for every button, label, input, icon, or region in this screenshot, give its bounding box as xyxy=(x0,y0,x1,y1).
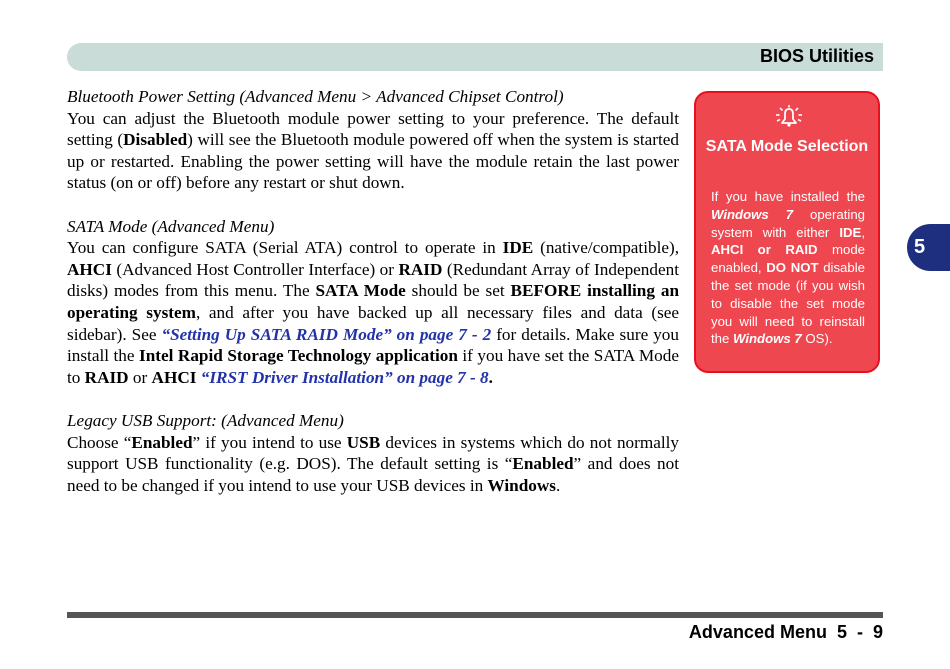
section-sata-mode xyxy=(67,216,679,389)
text: mode enabled, xyxy=(711,242,865,276)
section-body xyxy=(67,108,679,194)
bold-text: DO NOT xyxy=(766,260,819,276)
page-footer xyxy=(689,621,883,643)
section-body xyxy=(67,237,679,388)
bold-text: Windows xyxy=(487,475,556,495)
text: (native/compatible), xyxy=(533,238,679,258)
bold-text: Enabled xyxy=(131,432,193,452)
section-legacy-usb xyxy=(67,410,679,496)
bold-text: RAID xyxy=(398,259,443,279)
bold-text: IDE xyxy=(839,224,862,240)
text: operating system with either xyxy=(711,206,865,240)
page-header-title: BIOS Utilities xyxy=(759,46,874,66)
sidebar-title: SATA Mode Selection xyxy=(705,138,869,155)
bold-text: SATA Mode xyxy=(315,281,406,301)
cross-reference-link[interactable]: “Setting Up SATA RAID Mode” on page 7 - 2 xyxy=(161,324,492,344)
text: disable the set mode (if you wish to disable the set mode you will need to reinstall the xyxy=(711,260,865,347)
chapter-tab[interactable]: 5 xyxy=(907,224,950,271)
page-number: 5 - 9 xyxy=(836,622,883,642)
text: . xyxy=(488,367,493,387)
cross-reference-link[interactable]: “IRST Driver Installation” on page 7 - 8 xyxy=(200,367,489,387)
sidebar-text xyxy=(711,188,865,348)
footer-section-title: Advanced Menu xyxy=(688,622,827,642)
text: ) will see the Bluetooth module powered off when the system is started up or restarted. Enabling the power setting will have the module retain the last power status (on or off) before any restart or shut down. xyxy=(67,130,679,193)
text: You can adjust the Bluetooth module power setting to your preference. The default setting ( xyxy=(67,108,679,150)
bold-text: BEFORE installing an operating system xyxy=(67,281,679,322)
sidebar-note xyxy=(694,91,880,373)
text: (Advanced Host Controller Interface) or xyxy=(111,259,399,279)
bold-text: Enabled xyxy=(512,454,574,474)
bold-italic-text: Windows 7 xyxy=(711,206,794,222)
text: You can configure SATA (Serial ATA) control to operate in xyxy=(67,238,503,258)
text: Choose “ xyxy=(67,432,132,452)
bold-text: IDE xyxy=(502,238,534,258)
section-title: Bluetooth Power Setting (Advanced Menu > Advanced Chipset Control) xyxy=(67,87,564,106)
bold-text: USB xyxy=(346,432,381,452)
section-body xyxy=(67,432,679,497)
section-title: Legacy USB Support: (Advanced Menu) xyxy=(67,410,344,430)
bold-text: Intel Rapid Storage Technology application xyxy=(139,346,458,366)
text: devices in systems which do not normally support USB functionality (e.g. DOS). The default setting is “ xyxy=(67,432,679,474)
footer-bar xyxy=(67,612,883,618)
warning-bell-icon xyxy=(775,104,803,128)
bold-text: RAID xyxy=(84,367,129,387)
text: , and after you have backed up all necessary files and data (see sidebar). See xyxy=(67,302,680,344)
text: or xyxy=(128,367,152,387)
bold-text: AHCI xyxy=(67,259,112,279)
text: . xyxy=(556,475,561,495)
bold-text: AHCI or RAID xyxy=(711,242,818,258)
text: ” if you intend to use xyxy=(192,432,347,452)
section-bluetooth xyxy=(67,86,679,194)
section-title: SATA Mode (Advanced Menu) xyxy=(67,216,275,236)
bold-italic-text: Windows 7 xyxy=(733,331,802,347)
text: for details. Make sure you install the xyxy=(67,324,679,366)
text: OS). xyxy=(801,331,833,347)
bold-text: AHCI xyxy=(151,367,197,387)
text: if you have set the SATA Mode to xyxy=(67,346,679,387)
bold-text: Disabled xyxy=(123,130,188,150)
footer-spacer xyxy=(827,622,837,642)
text: (Redundant Array of Independent disks) modes from this menu. The xyxy=(67,259,679,301)
text: If you have installed the xyxy=(711,189,865,204)
main-content xyxy=(67,86,679,518)
text: , xyxy=(861,224,865,240)
text: ” and does not need to be changed if you intend to use your USB devices in xyxy=(67,454,679,495)
text: should be set xyxy=(405,281,511,301)
